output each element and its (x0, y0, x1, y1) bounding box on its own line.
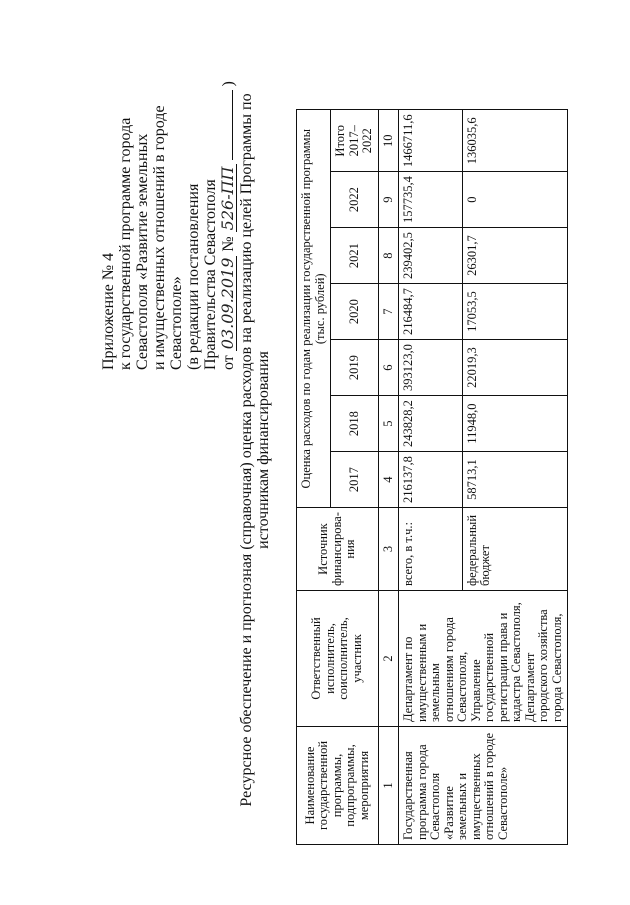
value-cell: 243828,2 (399, 396, 463, 452)
value-cell: 239402,5 (399, 228, 463, 284)
resolution-date-line (219, 40, 237, 370)
program-name-cell: Государственная программа города Севастополя «Развитие земельных и имущественных отношений в городе Севастополе» (399, 727, 568, 845)
header-estimate: Оценка расходов по годам реализации государственной программы (тыс. рублей) (297, 110, 331, 508)
column-number: 6 (378, 340, 399, 396)
value-cell: 157735,4 (399, 172, 463, 228)
executor-cell: Департамент по имущественным и земельным отношениям города Севастополя, Управление государственной регистрации права и кадастра Севастополя, Департамент городского хозяйства города Севастополя, (399, 591, 568, 727)
resource-table-wrapper (296, 109, 568, 845)
column-number: 1 (378, 727, 399, 845)
value-cell: 58713,1 (462, 452, 567, 508)
header-name: Наименование государственной программы, подпрограммы, мероприятия (297, 727, 379, 845)
column-number-row (378, 110, 399, 845)
column-number: 10 (378, 110, 399, 172)
source-cell: всего, в т.ч.: (399, 508, 463, 591)
header-year: 2019 (331, 340, 379, 396)
header-executor: Ответственный исполнитель, соисполнитель, участник (297, 591, 379, 727)
value-cell: 216137,8 (399, 452, 463, 508)
date-prefix: от (220, 355, 237, 370)
document-heading: Ресурсное обеспечение и прогнозная (справочная) оценка расходов на реализацию целей Программы по источникам финансирования (238, 93, 272, 807)
appendix-line: Правительства Севастополя (202, 179, 219, 370)
table-row (399, 110, 463, 845)
column-number: 5 (378, 396, 399, 452)
header-total: Итого 2017–2022 (331, 110, 379, 172)
blank-underline (232, 90, 233, 160)
column-number: 2 (378, 591, 399, 727)
value-cell: 26301,7 (462, 228, 567, 284)
value-cell: 393123,0 (399, 340, 463, 396)
appendix-line: Севастополе» (168, 276, 185, 370)
total-cell: 136035,6 (462, 110, 567, 172)
header-year: 2021 (331, 228, 379, 284)
header-year: 2017 (331, 452, 379, 508)
column-number: 3 (378, 508, 399, 591)
column-number: 4 (378, 452, 399, 508)
value-cell: 17053,5 (462, 284, 567, 340)
header-source: Источник финансирова-ния (297, 508, 379, 591)
handwritten-number: 526-ПП (218, 166, 237, 231)
appendix-line: и имущественных отношений в городе (151, 105, 168, 370)
closing-paren: ) (220, 81, 237, 87)
header-year: 2022 (331, 172, 379, 228)
appendix-line: (в редакции постановления (185, 183, 202, 370)
value-cell: 216484,7 (399, 284, 463, 340)
header-year: 2018 (331, 396, 379, 452)
value-cell: 22019,3 (462, 340, 567, 396)
column-number: 9 (378, 172, 399, 228)
column-number: 7 (378, 284, 399, 340)
total-cell: 1466711,6 (399, 110, 463, 172)
appendix-line: Севастополя «Развитие земельных (134, 133, 151, 370)
appendix-block (100, 40, 237, 370)
resource-table (296, 109, 568, 845)
value-cell: 11948,0 (462, 396, 567, 452)
source-cell: федеральный бюджет (462, 508, 567, 591)
handwritten-date: 03.09.2019 (218, 257, 237, 350)
number-prefix: № (220, 236, 237, 252)
appendix-line: Приложение № 4 (100, 252, 117, 370)
value-cell: 0 (462, 172, 567, 228)
header-year: 2020 (331, 284, 379, 340)
column-number: 8 (378, 228, 399, 284)
appendix-line: к государственной программе города (117, 117, 134, 370)
